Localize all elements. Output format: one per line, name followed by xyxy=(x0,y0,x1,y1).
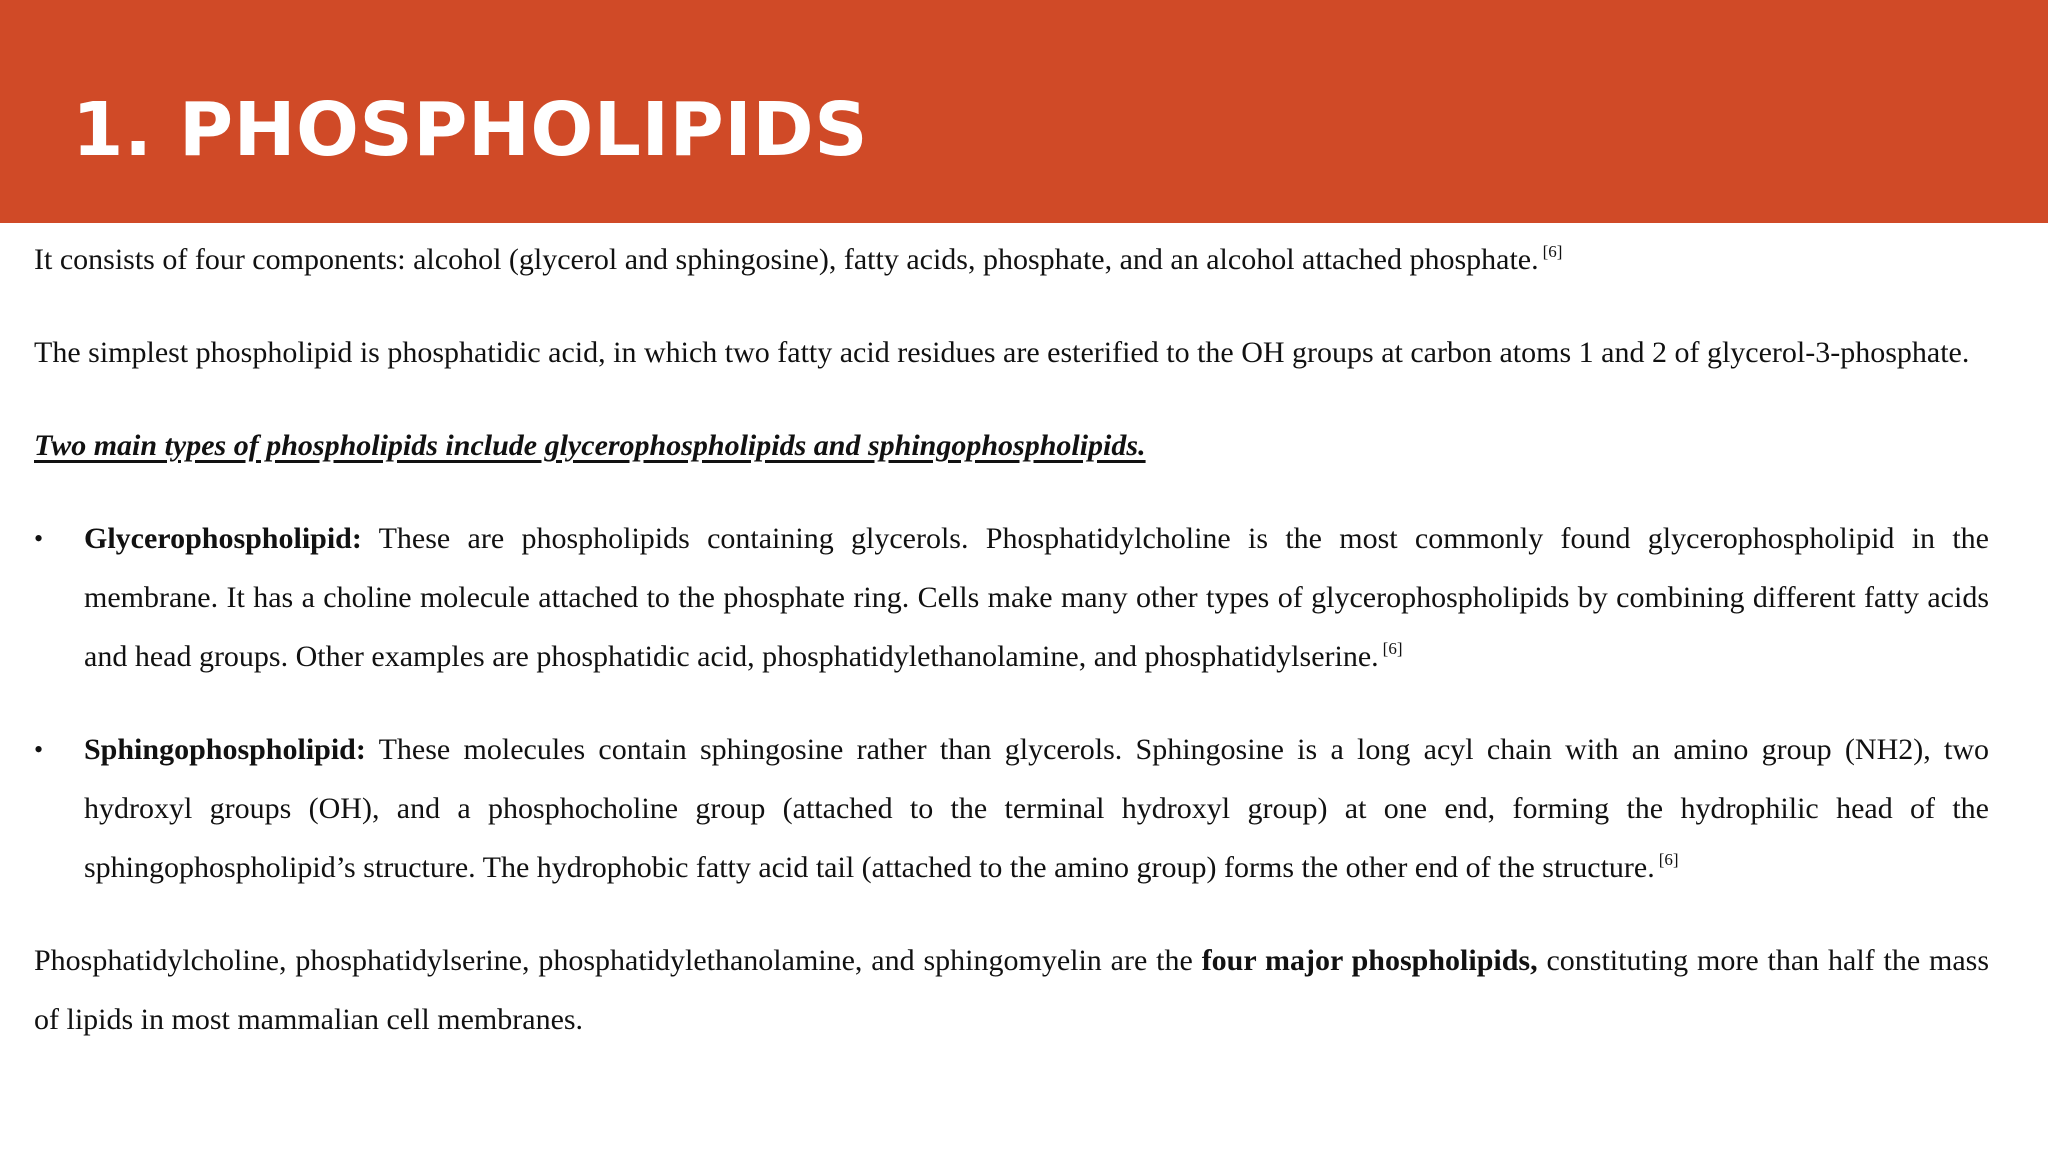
bullet-icon: • xyxy=(34,524,44,553)
bullet-icon: • xyxy=(34,735,44,764)
phospholipid-types-list xyxy=(34,509,1989,897)
paragraph-components-text: It consists of four components: alcohol (glycerol and sphingosine), fatty acids, phosphate, and an alcohol attached phosphate. xyxy=(34,243,1539,276)
citation: [6] xyxy=(1658,850,1679,869)
list-item xyxy=(34,509,1989,686)
slide-title: 1. PHOSPHOLIPIDS xyxy=(72,87,868,173)
bullet-term: Glycerophospholipid: xyxy=(84,522,362,555)
paragraph-simplest-text: The simplest phospholipid is phosphatidic acid, in which two fatty acid residues are esterified to the OH groups at carbon atoms 1 and 2 of glycerol-3-phosphate. xyxy=(34,336,1970,369)
paragraph-simplest-phospholipid xyxy=(34,323,1989,382)
subheading-types xyxy=(34,416,1989,475)
paragraph-major-phospholipids xyxy=(34,931,1989,1049)
paragraph-major-text-after: constituting more than half the mass of lipids in most mammalian cell membranes. xyxy=(34,944,1990,1036)
list-item xyxy=(34,720,1989,897)
slide-header xyxy=(0,0,2048,223)
bullet-text: These molecules contain sphingosine rather than glycerols. Sphingosine is a long acyl chain with an amino group (NH2), two hydroxyl groups (OH), and a phosphocholine group (attached to the terminal hydroxyl group) at one end, forming the hydrophilic head of the sphingophospholipid’s structure. The hydrophobic fatty acid tail (attached to the amino group) forms the other end of the structure. xyxy=(84,733,1989,884)
subheading-text: Two main types of phospholipids include glycerophospholipids and sphingophospholipids. xyxy=(34,429,1146,462)
bullet-term: Sphingophospholipid: xyxy=(84,733,366,766)
paragraph-components xyxy=(34,230,1989,289)
slide-body xyxy=(34,230,1989,1083)
paragraph-major-text-before: Phosphatidylcholine, phosphatidylserine, phosphatidylethanolamine, and sphingomyelin are the xyxy=(34,944,1193,977)
citation: [6] xyxy=(1542,242,1563,261)
paragraph-major-emphasis: four major phospholipids, xyxy=(1201,944,1538,977)
citation: [6] xyxy=(1382,639,1403,658)
bullet-text: These are phospholipids containing glycerols. Phosphatidylcholine is the most commonly found glycerophospholipid in the membrane. It has a choline molecule attached to the phosphate ring. Cells make many other types of glycerophospholipids by combining different fatty acids and head groups. Other examples are phosphatidic acid, phosphatidylethanolamine, and phosphatidylserine. xyxy=(84,522,1989,673)
